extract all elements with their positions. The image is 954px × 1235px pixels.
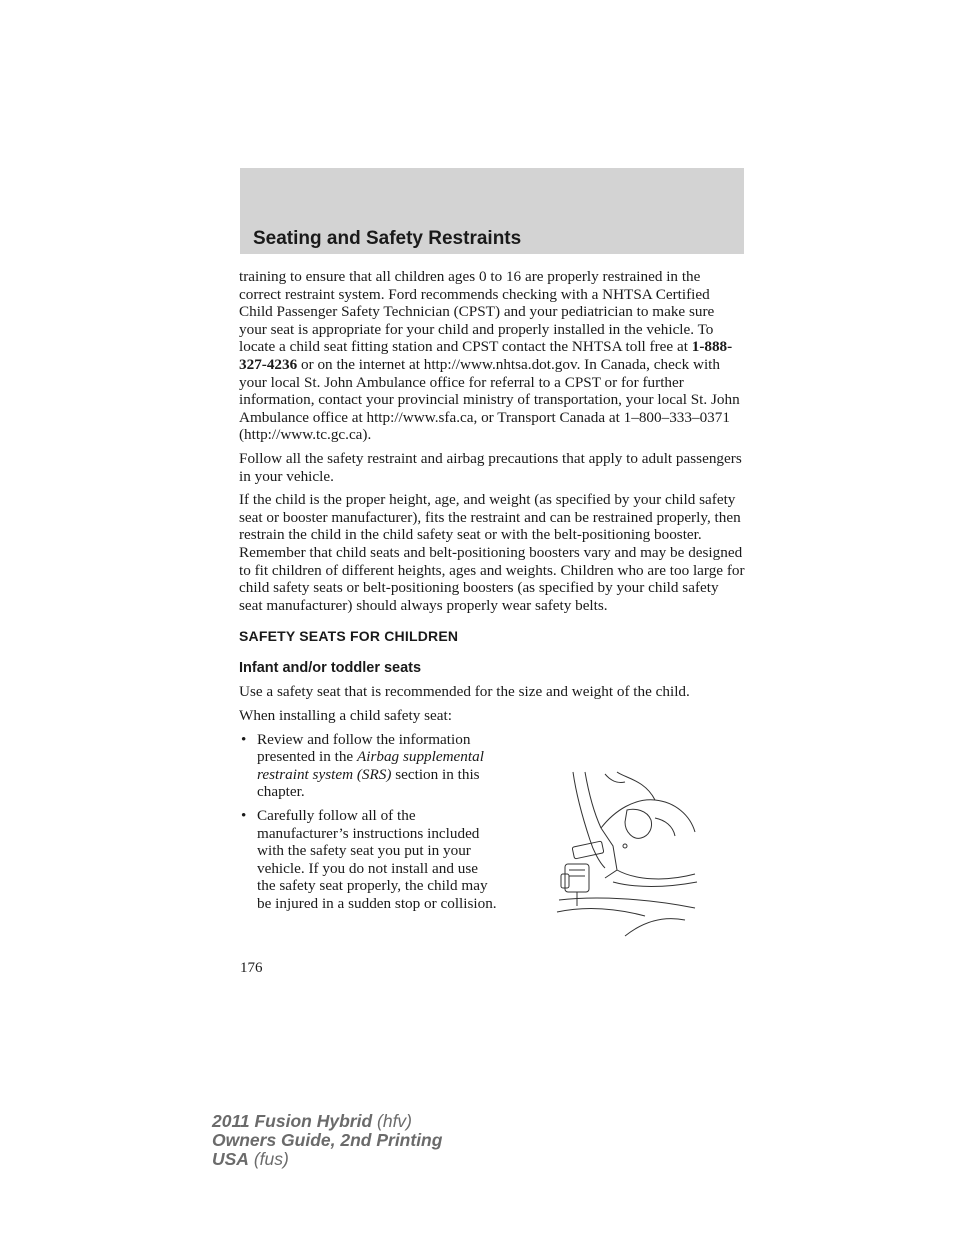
paragraph-text: training to ensure that all children ages 0 to 16 are properly restrained in the correct restraint system. Ford recommends checking with a NHTSA Certified Child Passenger Safety Technician (CPST) and your pediatrician to make sure your seat is appropriate for your child and properly installed in the vehicle. To locate a child seat fitting station and CPST contact the NHTSA toll free at — [239, 268, 715, 356]
footer-line-model — [212, 1112, 442, 1131]
footer-line-market — [212, 1150, 442, 1169]
footer-model-name: 2011 Fusion Hybrid — [212, 1111, 373, 1131]
paragraph-text: or on the internet at http://www.nhtsa.dot.gov. In Canada, check with your local St. John Ambulance office for referral to a CPST or for further information, contact your provincial ministry of transportation, your local St. John Ambulance office at http://www.sfa.ca, or Transport Canada at 1–800–333–0371 (http://www.tc.gc.ca). — [239, 355, 740, 444]
section-heading: SAFETY SEATS FOR CHILDREN — [239, 628, 459, 645]
seat-belt-buckle-illustration — [555, 770, 700, 938]
section-header-band — [240, 168, 744, 254]
nhtsa-phone-number: 1-888-327-4236 — [239, 338, 733, 373]
list-item — [239, 807, 499, 913]
list-item — [239, 731, 499, 801]
footer-market-code: (fus) — [248, 1149, 289, 1169]
bullet-italic-reference: Airbag supplemental restraint system (SRS) — [257, 748, 484, 783]
bullet-marker: • — [241, 807, 247, 825]
bullet-text: Review and follow the information presented in the — [257, 730, 471, 766]
paragraph-proper-restraint: If the child is the proper height, age, and weight (as specified by your child safety seat or booster manufacturer), fits the restraint and can be restrained properly, then restrain the child in the child safety seat or with the belt-positioning booster. Remember that child seats and belt-positioning boosters vary and may be designed to fit children of different heights, ages and weights. Children who are too large for child safety seats or belt-positioning boosters (as specified by your child safety seat manufacturer) should always properly wear safety belts. — [239, 491, 745, 614]
paragraph-cpst-info — [239, 268, 745, 444]
footer-line-guide — [212, 1131, 442, 1150]
bullet-text: Carefully follow all of the manufacturer’s instructions included with the safety seat you put in your vehicle. If you do not install and use the safety seat properly, the child may be injured in a sudden stop or collision. — [257, 807, 497, 912]
page-number: 176 — [240, 960, 263, 976]
document-footer — [212, 1112, 442, 1169]
bullet-marker: • — [241, 730, 247, 748]
paragraph-installing-intro: When installing a child safety seat: — [239, 707, 452, 725]
page-title: Seating and Safety Restraints — [253, 228, 522, 249]
footer-model-code: (hfv) — [372, 1111, 413, 1131]
paragraph-adult-precautions: Follow all the safety restraint and airbag precautions that apply to adult passengers in your vehicle. — [239, 449, 742, 485]
sub-heading: Infant and/or toddler seats — [239, 659, 422, 676]
bullet-text: section in this chapter. — [257, 765, 480, 801]
installation-bullet-list — [239, 731, 499, 913]
footer-guide-edition: Owners Guide, 2nd Printing — [212, 1130, 443, 1150]
paragraph-recommended-seat: Use a safety seat that is recommended for the size and weight of the child. — [239, 683, 690, 701]
footer-market: USA — [212, 1149, 249, 1169]
